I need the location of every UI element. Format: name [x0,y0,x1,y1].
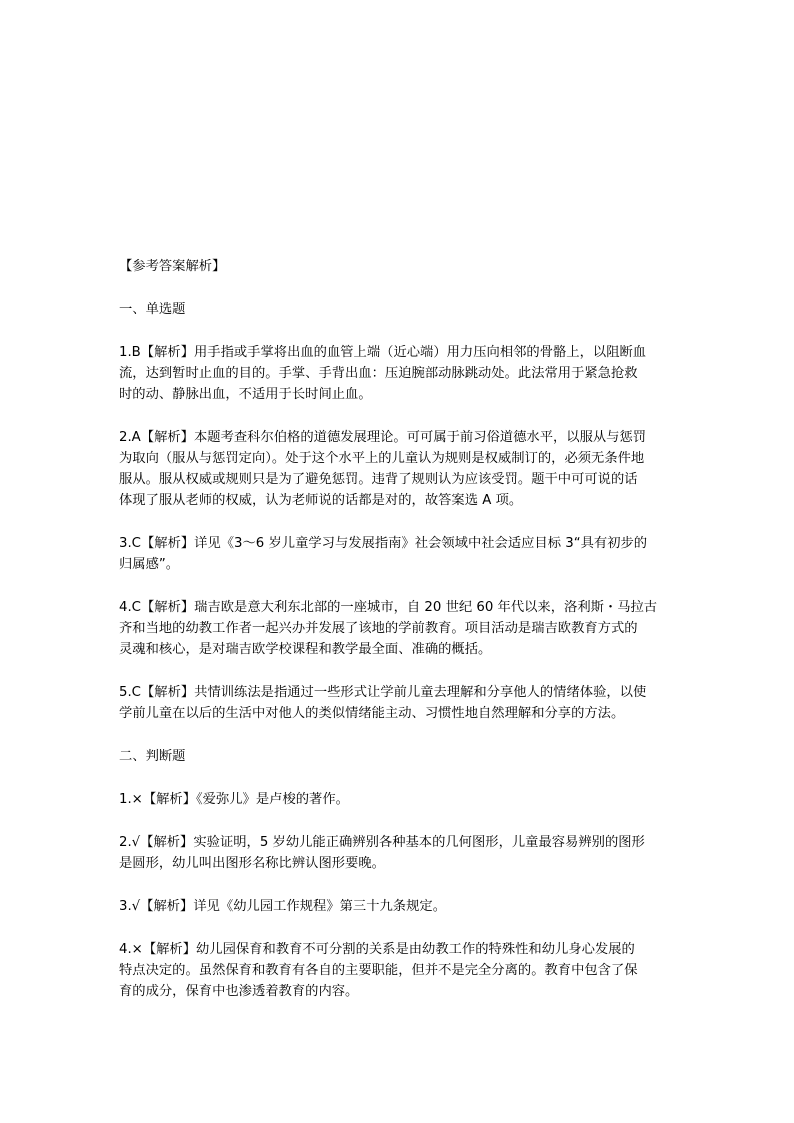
section-heading-true-false: 二、判断题 [119,749,186,764]
answer-item [119,342,679,405]
answer-explanations [119,256,679,1024]
answer-line: 为取向（服从与惩罚定向）。处于这个水平上的儿童认为规则是权威制订的，必须无条件地 [119,451,645,466]
answer-line: 服从。服从权威或规则只是为了避免惩罚。违背了规则认为应该受罚。题干中可可说的话 [119,472,638,487]
section-heading-single-choice: 一、单选题 [119,302,186,317]
answer-line: 2.A【解析】本题考查科尔伯格的道德发展理论。可可属于前习俗道德水平，以服从与惩罚 [119,430,647,445]
answer-line: 归属感”。 [119,557,180,572]
document-title: 【参考答案解析】 [119,259,226,274]
answer-line: 是圆形，幼儿叫出图形名称比辨认图形要晚。 [119,856,385,871]
answer-line: 时的动、静脉出血，不适用于长时间止血。 [119,387,372,402]
answer-line: 4.×【解析】幼儿园保育和教育不可分割的关系是由幼教工作的特殊性和幼儿身心发展的 [119,942,635,957]
answer-line: 5.C【解析】共情训练法是指通过一些形式让学前儿童去理解和分享他人的情绪体验，以使 [119,685,647,700]
answer-line: 特点决定的。虽然保育和教育有各自的主要职能，但并不是完全分离的。教育中包含了保 [119,963,638,978]
answer-item [119,597,679,660]
answer-item [119,427,679,511]
answer-line: 流，达到暂时止血的目的。手掌、手背出血：压迫腕部动脉跳动处。此法常用于紧急抢救 [119,366,638,381]
answer-item [119,533,679,575]
answer-line: 4.C【解析】瑞吉欧是意大利东北部的一座城市，自 20 世纪 60 年代以来，洛利斯・马拉古 [119,600,658,615]
answer-item [119,682,679,724]
answer-item [119,939,679,1002]
answer-line: 体现了服从老师的权威，认为老师说的话都是对的，故答案选 A 项。 [119,493,523,508]
answer-item [119,896,679,917]
answer-line: 育的成分，保育中也渗透着教育的内容。 [119,984,359,999]
answer-line: 灵魂和核心，是对瑞吉欧学校课程和教学最全面、准确的概括。 [119,642,492,657]
answer-line: 3.√【解析】详见《幼儿园工作规程》第三十九条规定。 [119,899,446,914]
answer-line: 学前儿童在以后的生活中对他人的类似情绪能主动、习惯性地自然理解和分享的方法。 [119,706,625,721]
answer-line: 1.B【解析】用手指或手掌将出血的血管上端（近心端）用力压向相邻的骨骼上，以阻断血 [119,345,647,360]
answer-line: 3.C【解析】详见《3～6 岁儿童学习与发展指南》社会领域中社会适应目标 3“具有初步的 [119,536,648,551]
answer-item [119,789,679,810]
answer-item [119,832,679,874]
answer-line: 2.√【解析】实验证明，5 岁幼儿能正确辨别各种基本的几何图形，儿童最容易辨别的图形 [119,835,645,850]
answer-line: 齐和当地的幼教工作者一起兴办并发展了该地的学前教育。项目活动是瑞吉欧教育方式的 [119,621,638,636]
answer-line: 1.×【解析】《爱弥儿》是卢梭的著作。 [119,792,349,807]
